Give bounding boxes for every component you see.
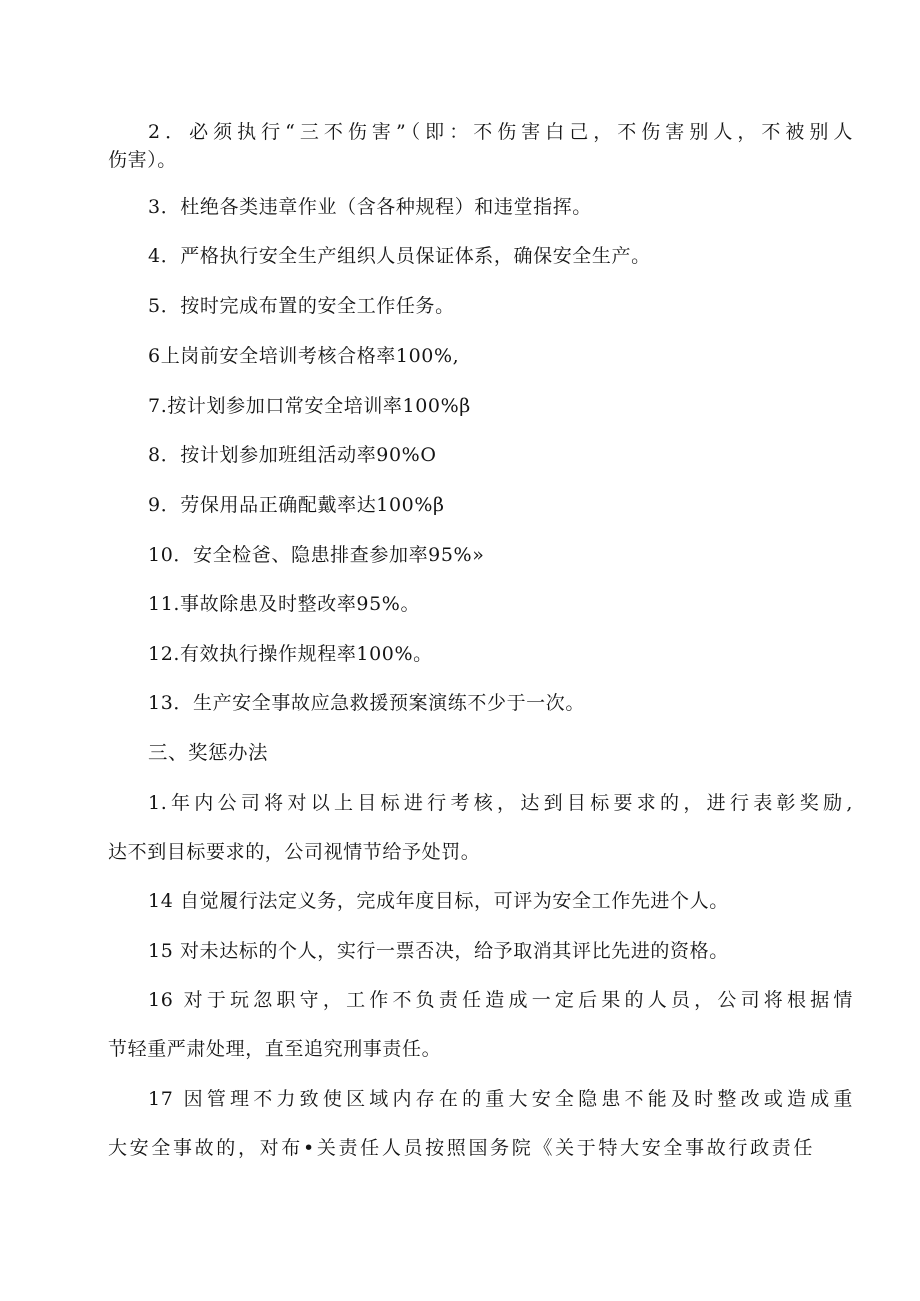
paragraph-line: 2．必须执行“三不伤害”（即：不伤害白己，不伤害别人，不被别人 [148,121,853,143]
paragraph-line: 13．生产安全事故应急救援预案演练不少于一次。 [148,692,585,714]
paragraph-line: 5．按时完成布置的安全工作任务。 [148,295,455,317]
paragraph-line: 14 自觉履行法定义务，完成年度目标，可评为安全工作先进个人。 [148,890,729,912]
paragraph-line: 8．按计划参加班组活动率90%O [148,444,437,466]
paragraph-line: 12.有效执行操作规程率100%。 [148,643,433,665]
paragraph-line: 11.事故除患及时整改率95%。 [148,593,421,615]
paragraph-line: 节轻重严肃处理，直至追究刑事责任。 [108,1038,442,1060]
paragraph-line: 1.年内公司将对以上目标进行考核，达到目标要求的，进行表彰奖励, [148,792,853,814]
paragraph-line: 伤害）。 [108,149,177,171]
paragraph-line: 4．严格执行安全生产组织人员保证体系，确保安全生产。 [148,245,651,267]
paragraph-line: 16 对于玩忽职守，工作不负责任造成一定后果的人员，公司将根据情 [148,989,853,1011]
paragraph-line: 7.按计划参加口常安全培训率100%β [148,395,471,417]
paragraph-line: 17 因管理不力致使区域内存在的重大安全隐患不能及时整改或造成重 [148,1088,853,1110]
paragraph-line: 6上岗前安全培训考核合格率100%, [148,345,460,367]
paragraph-line: 10．安全检爸、隐患排查参加率95%» [148,544,485,566]
paragraph-line: 15 对未达标的个人，实行一票否决，给予取消其评比先进的资格。 [148,940,729,962]
paragraph-line: 大安全事故的，对布•关责任人员按照国务院《关于特大安全事故行政责任 [108,1137,813,1159]
paragraph-line: 9．劳保用品正确配戴率达100%β [148,494,445,516]
section-heading: 三、奖惩办法 [148,741,269,764]
paragraph-line: 3．杜绝各类违章作业（含各种规程）和违堂指挥。 [148,196,592,218]
paragraph-line: 达不到目标要求的，公司视情节给予处罚。 [108,841,481,863]
